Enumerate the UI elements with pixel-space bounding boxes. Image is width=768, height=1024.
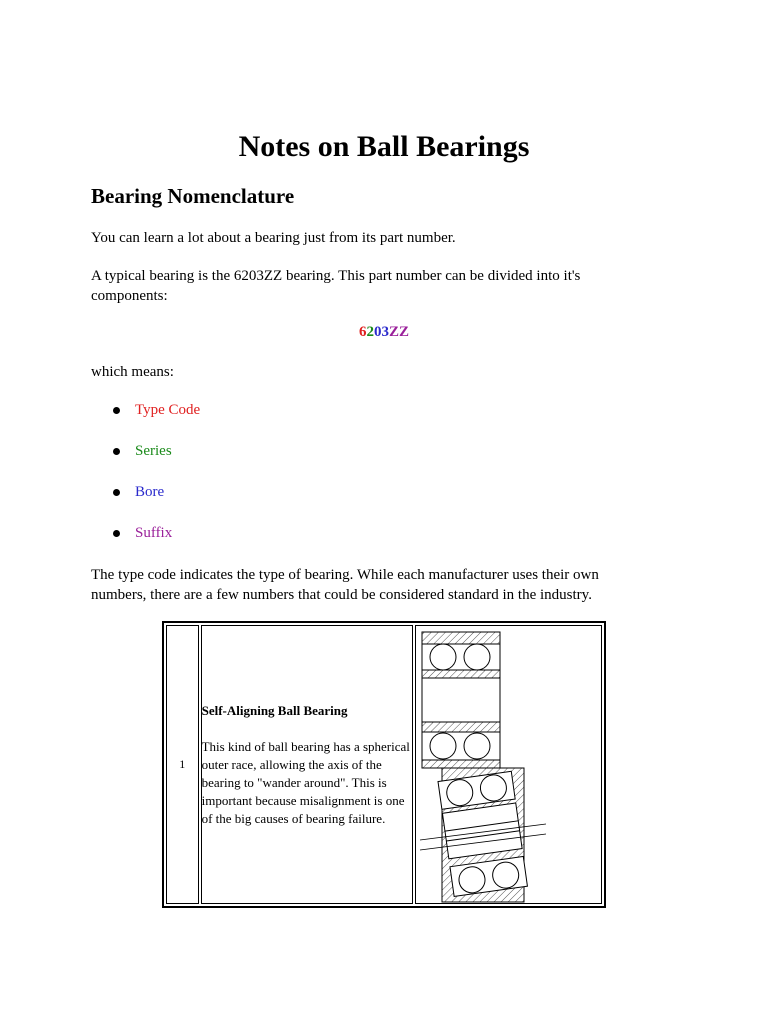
part-number-type: 6 [358,324,367,340]
legend-label: Bore [135,484,165,500]
bullet-icon [113,407,120,414]
legend-item-type-code [91,396,200,437]
legend-item-suffix [91,519,200,560]
legend-item-bore [91,478,200,519]
bearing-type-name: Self-Aligning Ball Bearing [201,702,348,718]
type-code-line-1: The type code indicates the type of bearing. While each manufacturer uses their own [91,567,599,583]
page-title: Notes on Ball Bearings [238,130,530,163]
legend-item-series [91,437,200,478]
bullet-icon [113,489,120,496]
legend-label: Suffix [135,525,173,541]
legend-label: Type Code [135,402,201,418]
part-number-legend [91,396,200,560]
typical-bearing-line-1: A typical bearing is the 6203ZZ bearing. This part number can be divided into it's [91,268,581,284]
table-row [166,625,602,904]
intro-paragraph: You can learn a lot about a bearing just from its part number. [91,230,456,246]
typical-bearing-line-2: components: [91,288,168,304]
bearing-type-description: This kind of ball bearing has a spherical outer race, allowing the axis of the bearing to "wander around". This is important because misalignment is one of the big causes of bearing failure. [201,738,410,826]
section-heading: Bearing Nomenclature [91,184,295,208]
legend-label: Series [135,443,172,459]
type-code-line-2: numbers, there are a few numbers that could be considered standard in the industry. [91,587,592,603]
bearing-types-table [162,621,606,908]
part-number [0,324,768,341]
row-number: 1 [166,625,199,904]
part-number-series: 2 [366,324,374,340]
row-description-cell [201,625,413,904]
self-aligning-bearing-diagram-icon [416,626,598,903]
which-means-text: which means: [91,364,174,380]
bullet-icon [113,448,120,455]
bearing-diagram-cell [415,625,602,904]
bullet-icon [113,530,120,537]
part-number-bore: 03 [373,324,389,340]
part-number-suffix: ZZ [388,324,409,340]
